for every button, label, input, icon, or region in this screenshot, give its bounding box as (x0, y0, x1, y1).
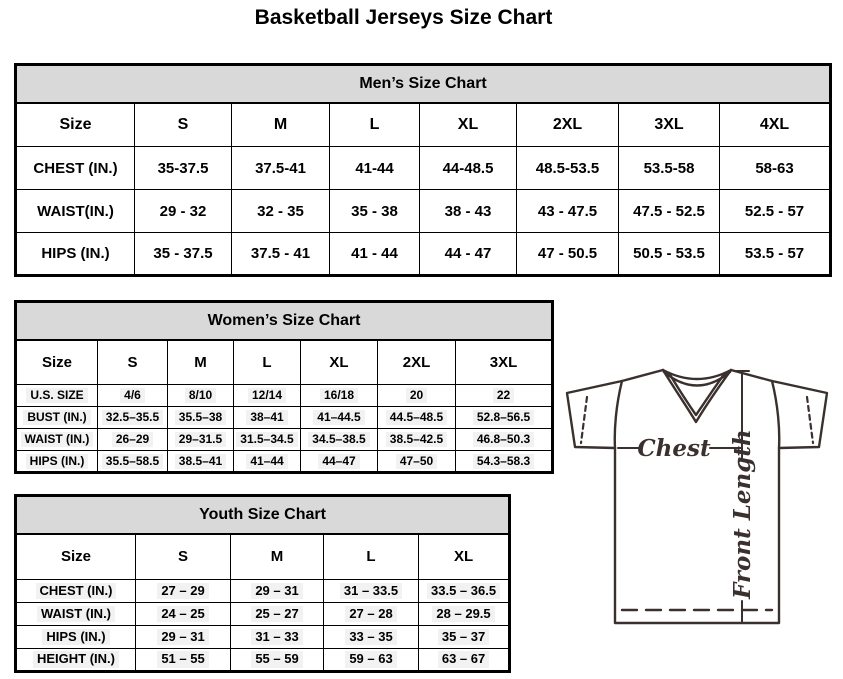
col-header: L (324, 534, 419, 580)
row-label: U.S. SIZE (16, 385, 98, 407)
cell-value: 63 – 67 (419, 649, 510, 672)
cell-value: 20 (378, 385, 456, 407)
col-header: S (98, 340, 168, 385)
cell-value: 35 - 38 (330, 190, 420, 233)
col-header: M (168, 340, 234, 385)
womens-chart-title: Women’s Size Chart (16, 302, 553, 340)
cell-value: 32 - 35 (232, 190, 330, 233)
table-title-row (16, 496, 510, 534)
row-label: CHEST (IN.) (16, 580, 136, 603)
cell-value: 35.5–38 (168, 407, 234, 429)
row-label: BUST (IN.) (16, 407, 98, 429)
jersey-outline (567, 370, 827, 623)
cell-value: 24 – 25 (136, 603, 231, 626)
cell-value: 29 - 32 (135, 190, 232, 233)
cell-value: 32.5–35.5 (98, 407, 168, 429)
table-row (16, 603, 510, 626)
col-header: M (231, 534, 324, 580)
cell-value: 4/6 (98, 385, 168, 407)
col-header: S (135, 103, 232, 147)
cell-value: 38 - 43 (420, 190, 517, 233)
cell-value: 44.5–48.5 (378, 407, 456, 429)
cell-value: 28 – 29.5 (419, 603, 510, 626)
youth-size-chart-table (14, 494, 511, 673)
cell-value: 48.5-53.5 (517, 147, 619, 190)
page-title: Basketball Jerseys Size Chart (254, 6, 553, 29)
table-row (16, 580, 510, 603)
cell-value: 16/18 (301, 385, 378, 407)
table-row (16, 385, 553, 407)
cell-value: 29 – 31 (136, 626, 231, 649)
cell-value: 53.5 - 57 (720, 233, 831, 276)
cell-value: 8/10 (168, 385, 234, 407)
col-header: Size (16, 534, 136, 580)
cell-value: 22 (456, 385, 553, 407)
col-header: 3XL (456, 340, 553, 385)
cell-value: 29–31.5 (168, 429, 234, 451)
table-row (16, 429, 553, 451)
cell-value: 44 - 47 (420, 233, 517, 276)
column-header-row (16, 340, 553, 385)
armhole-seam-left (615, 381, 622, 448)
cell-value: 29 – 31 (231, 580, 324, 603)
cell-value: 55 – 59 (231, 649, 324, 672)
cell-value: 47–50 (378, 451, 456, 473)
cell-value: 25 – 27 (231, 603, 324, 626)
youth-chart-title: Youth Size Chart (16, 496, 510, 534)
armhole-seam-right (772, 381, 779, 448)
cell-value: 52.8–56.5 (456, 407, 553, 429)
cell-value: 27 – 29 (136, 580, 231, 603)
table-row (16, 626, 510, 649)
cell-value: 34.5–38.5 (301, 429, 378, 451)
cell-value: 31 – 33.5 (324, 580, 419, 603)
cell-value: 51 – 55 (136, 649, 231, 672)
cell-value: 41–44.5 (301, 407, 378, 429)
table-row (16, 147, 831, 190)
column-header-row (16, 103, 831, 147)
row-label: WAIST(IN.) (16, 190, 135, 233)
cell-value: 54.3–58.3 (456, 451, 553, 473)
cell-value: 41-44 (330, 147, 420, 190)
cell-value: 44-48.5 (420, 147, 517, 190)
table-row (16, 190, 831, 233)
table-row (16, 233, 831, 276)
row-label: HIPS (IN.) (16, 451, 98, 473)
col-header: 2XL (378, 340, 456, 385)
cell-value: 12/14 (234, 385, 301, 407)
cell-value: 26–29 (98, 429, 168, 451)
table-row (16, 649, 510, 672)
col-header: 4XL (720, 103, 831, 147)
col-header: L (330, 103, 420, 147)
col-header: S (136, 534, 231, 580)
cell-value: 44–47 (301, 451, 378, 473)
cell-value: 35.5–58.5 (98, 451, 168, 473)
jersey-diagram (558, 360, 834, 640)
row-label: HEIGHT (IN.) (16, 649, 136, 672)
col-header: XL (419, 534, 510, 580)
cell-value: 50.5 - 53.5 (619, 233, 720, 276)
cell-value: 41 - 44 (330, 233, 420, 276)
row-label: WAIST (IN.) (16, 429, 98, 451)
col-header: 3XL (619, 103, 720, 147)
row-label: HIPS (IN.) (16, 233, 135, 276)
col-header: Size (16, 340, 98, 385)
cell-value: 31.5–34.5 (234, 429, 301, 451)
col-header: XL (420, 103, 517, 147)
cell-value: 52.5 - 57 (720, 190, 831, 233)
table-title-row (16, 65, 831, 103)
row-label: WAIST (IN.) (16, 603, 136, 626)
mens-size-chart-table (14, 63, 832, 277)
cell-value: 33 – 35 (324, 626, 419, 649)
cell-value: 38.5–42.5 (378, 429, 456, 451)
col-header: 2XL (517, 103, 619, 147)
mens-chart-title: Men’s Size Chart (16, 65, 831, 103)
table-row (16, 451, 553, 473)
row-label: HIPS (IN.) (16, 626, 136, 649)
table-title-row (16, 302, 553, 340)
chest-label: Chest (637, 435, 711, 462)
cell-value: 47 - 50.5 (517, 233, 619, 276)
col-header: Size (16, 103, 135, 147)
cell-value: 53.5-58 (619, 147, 720, 190)
cell-value: 47.5 - 52.5 (619, 190, 720, 233)
cell-value: 58-63 (720, 147, 831, 190)
womens-size-chart-table (14, 300, 554, 474)
cell-value: 37.5-41 (232, 147, 330, 190)
cell-value: 35 - 37.5 (135, 233, 232, 276)
cell-value: 35-37.5 (135, 147, 232, 190)
cell-value: 33.5 – 36.5 (419, 580, 510, 603)
cell-value: 37.5 - 41 (232, 233, 330, 276)
cell-value: 59 – 63 (324, 649, 419, 672)
cell-value: 46.8–50.3 (456, 429, 553, 451)
col-header: XL (301, 340, 378, 385)
cell-value: 41–44 (234, 451, 301, 473)
row-label: CHEST (IN.) (16, 147, 135, 190)
cell-value: 38–41 (234, 407, 301, 429)
cuff-dash-line-left (581, 397, 587, 443)
cell-value: 38.5–41 (168, 451, 234, 473)
front-length-label: Front Length (729, 429, 756, 599)
col-header: M (232, 103, 330, 147)
column-header-row (16, 534, 510, 580)
cell-value: 35 – 37 (419, 626, 510, 649)
cell-value: 43 - 47.5 (517, 190, 619, 233)
cell-value: 27 – 28 (324, 603, 419, 626)
col-header: L (234, 340, 301, 385)
cuff-dash-line-right (807, 397, 813, 443)
table-row (16, 407, 553, 429)
cell-value: 31 – 33 (231, 626, 324, 649)
